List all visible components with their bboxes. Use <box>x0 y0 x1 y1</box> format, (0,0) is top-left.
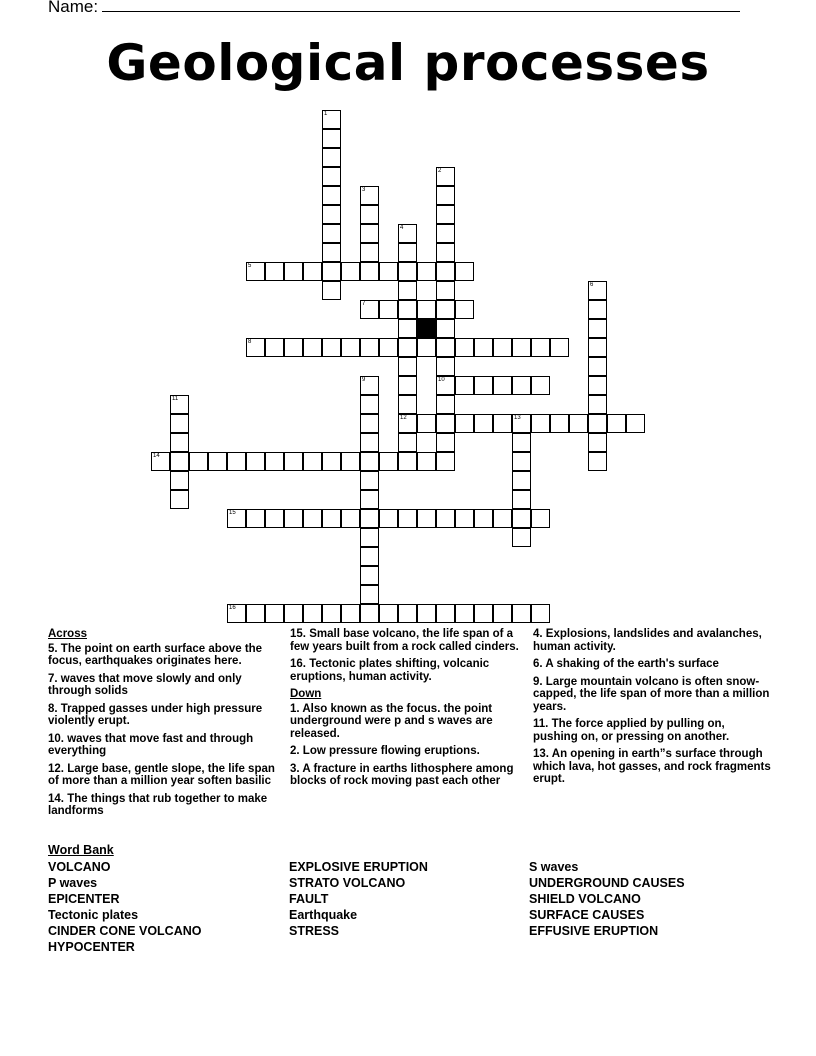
crossword-cell[interactable] <box>455 338 474 357</box>
clue-number: 10 <box>438 377 445 383</box>
word-bank-item: EPICENTER <box>48 892 120 906</box>
across-clue-16: 16. Tectonic plates shifting, volcanic eruptions, human activity. <box>290 658 490 683</box>
word-bank-column-1 <box>48 859 201 955</box>
crossword-cell[interactable] <box>360 395 379 414</box>
crossword-cell[interactable] <box>265 509 284 528</box>
crossword-cell[interactable] <box>550 414 569 433</box>
crossword-cell[interactable] <box>531 376 550 395</box>
crossword-cell[interactable] <box>322 186 341 205</box>
down-heading: Down <box>290 688 322 700</box>
crossword-cell[interactable] <box>455 262 474 281</box>
crossword-cell[interactable] <box>398 262 417 281</box>
crossword-cell[interactable] <box>436 338 455 357</box>
crossword-cell[interactable] <box>455 300 474 319</box>
crossword-cell[interactable] <box>417 604 436 623</box>
crossword-cell[interactable] <box>379 262 398 281</box>
crossword-cell[interactable] <box>303 509 322 528</box>
crossword-cell[interactable] <box>303 604 322 623</box>
down-clue-1: 1. Also known as the focus. the point underground were p and s waves are released. <box>290 702 493 740</box>
down-clue-6: 6. A shaking of the earth's surface <box>533 658 719 670</box>
crossword-cell[interactable] <box>455 376 474 395</box>
crossword-cell[interactable] <box>455 414 474 433</box>
crossword-cell[interactable] <box>322 129 341 148</box>
clue-number: 1 <box>324 111 328 117</box>
crossword-cell[interactable] <box>284 262 303 281</box>
clue-number: 3 <box>362 187 366 193</box>
crossword-cell[interactable] <box>512 433 531 452</box>
clues-column-1 <box>48 628 284 823</box>
crossword-cell[interactable] <box>303 452 322 471</box>
crossword-cell[interactable] <box>379 604 398 623</box>
crossword-cell[interactable] <box>360 338 379 357</box>
crossword-cell[interactable] <box>588 281 607 300</box>
crossword-cell[interactable] <box>531 604 550 623</box>
crossword-cell[interactable] <box>170 471 189 490</box>
crossword-cell[interactable] <box>379 338 398 357</box>
crossword-cell[interactable] <box>322 509 341 528</box>
crossword-cell[interactable] <box>398 300 417 319</box>
crossword-cell[interactable] <box>588 357 607 376</box>
crossword-cell[interactable] <box>360 452 379 471</box>
crossword-cell[interactable] <box>189 452 208 471</box>
crossword-cell[interactable] <box>170 433 189 452</box>
crossword-cell[interactable] <box>322 110 341 129</box>
crossword-cell[interactable] <box>417 414 436 433</box>
crossword-cell[interactable] <box>436 300 455 319</box>
clue-number: 13 <box>514 415 521 421</box>
crossword-cell[interactable] <box>265 338 284 357</box>
crossword-cell[interactable] <box>493 414 512 433</box>
crossword-cell[interactable] <box>531 338 550 357</box>
crossword-cell[interactable] <box>455 604 474 623</box>
crossword-cell[interactable] <box>417 338 436 357</box>
crossword-cell[interactable] <box>436 433 455 452</box>
crossword-cell[interactable] <box>531 414 550 433</box>
crossword-cell[interactable] <box>512 471 531 490</box>
crossword-cell[interactable] <box>512 338 531 357</box>
crossword-cell[interactable] <box>417 509 436 528</box>
crossword-cell[interactable] <box>436 319 455 338</box>
word-bank-item: Earthquake <box>289 908 358 922</box>
word-bank-item: HYPOCENTER <box>48 940 135 954</box>
across-clue-14: 14. The things that rub together to make landforms <box>48 792 268 817</box>
crossword-cell[interactable] <box>398 281 417 300</box>
crossword-cell[interactable] <box>360 490 379 509</box>
crossword-cell[interactable] <box>265 604 284 623</box>
crossword-cell[interactable] <box>512 376 531 395</box>
crossword-cell[interactable] <box>360 243 379 262</box>
crossword-cell[interactable] <box>569 414 588 433</box>
crossword-cell[interactable] <box>436 376 455 395</box>
word-bank-item: STRESS <box>289 924 340 938</box>
clue-number: 4 <box>400 225 404 231</box>
crossword-cell[interactable] <box>322 338 341 357</box>
crossword-cell[interactable] <box>512 414 531 433</box>
crossword-cell[interactable] <box>303 338 322 357</box>
crossword-cell[interactable] <box>436 604 455 623</box>
crossword-cell[interactable] <box>398 376 417 395</box>
crossword-cell[interactable] <box>436 509 455 528</box>
crossword-cell[interactable] <box>588 376 607 395</box>
word-bank-item: UNDERGROUND CAUSES <box>529 876 685 890</box>
crossword-cell[interactable] <box>322 148 341 167</box>
crossword-cell[interactable] <box>607 414 626 433</box>
down-clue-2: 2. Low pressure flowing eruptions. <box>290 745 480 757</box>
clue-number: 6 <box>590 282 594 288</box>
crossword-cell[interactable] <box>246 338 265 357</box>
crossword-cell[interactable] <box>474 338 493 357</box>
crossword-cell[interactable] <box>322 167 341 186</box>
crossword-cell[interactable] <box>474 414 493 433</box>
word-bank-item: S waves <box>529 860 579 874</box>
crossword-cell[interactable] <box>151 452 170 471</box>
crossword-cell[interactable] <box>531 509 550 528</box>
crossword-cell[interactable] <box>360 300 379 319</box>
word-bank-item: EXPLOSIVE ERUPTION <box>289 860 428 874</box>
crossword-cell[interactable] <box>588 395 607 414</box>
down-clue-11: 11. The force applied by pulling on, pushing on, or pressing on another. <box>533 718 730 743</box>
crossword-cell[interactable] <box>436 224 455 243</box>
crossword-cell[interactable] <box>436 357 455 376</box>
crossword-cell[interactable] <box>398 509 417 528</box>
crossword-cell[interactable] <box>398 452 417 471</box>
crossword-cell[interactable] <box>588 452 607 471</box>
word-bank-item: SHIELD VOLCANO <box>529 892 641 906</box>
crossword-cell[interactable] <box>360 186 379 205</box>
crossword-cell[interactable] <box>322 452 341 471</box>
crossword-cell[interactable] <box>379 509 398 528</box>
crossword-cell[interactable] <box>341 338 360 357</box>
down-clue-9: 9. Large mountain volcano is often snow-capped, the life span of more than a million years. <box>533 675 770 713</box>
crossword-cell[interactable] <box>227 604 246 623</box>
down-clue-3: 3. A fracture in earths lithosphere among blocks of rock moving past each other <box>290 762 514 787</box>
black-cell <box>417 319 436 338</box>
crossword-cell[interactable] <box>360 414 379 433</box>
crossword-cell[interactable] <box>322 243 341 262</box>
word-bank-item: VOLCANO <box>48 860 111 874</box>
clues-column-3 <box>533 628 771 791</box>
crossword-cell[interactable] <box>341 509 360 528</box>
crossword-cell[interactable] <box>322 262 341 281</box>
crossword-cell[interactable] <box>417 262 436 281</box>
crossword-cell[interactable] <box>436 452 455 471</box>
crossword-cell[interactable] <box>398 243 417 262</box>
crossword-cell[interactable] <box>246 509 265 528</box>
crossword-cell[interactable] <box>588 300 607 319</box>
crossword-cell[interactable] <box>550 338 569 357</box>
crossword-cell[interactable] <box>246 262 265 281</box>
crossword-cell[interactable] <box>626 414 645 433</box>
crossword-cell[interactable] <box>398 433 417 452</box>
crossword-cell[interactable] <box>246 604 265 623</box>
crossword-cell[interactable] <box>360 376 379 395</box>
clues-column-2 <box>290 628 520 793</box>
crossword-cell[interactable] <box>512 509 531 528</box>
crossword-cell[interactable] <box>284 604 303 623</box>
page-title: Geological processes <box>106 34 710 92</box>
crossword-cell[interactable] <box>322 604 341 623</box>
name-label: Name: <box>48 0 99 16</box>
crossword-cell[interactable] <box>284 452 303 471</box>
word-bank-item: CINDER CONE VOLCANO <box>48 924 202 938</box>
crossword-cell[interactable] <box>227 452 246 471</box>
crossword-cell[interactable] <box>417 452 436 471</box>
down-clue-13: 13. An opening in earth”s surface through which lava, hot gasses, and rock fragments erupt. <box>533 748 771 785</box>
crossword-cell[interactable] <box>493 509 512 528</box>
crossword-cell[interactable] <box>512 452 531 471</box>
crossword-cell[interactable] <box>398 395 417 414</box>
crossword-cell[interactable] <box>360 262 379 281</box>
crossword-cell[interactable] <box>398 357 417 376</box>
word-bank-item: FAULT <box>289 892 329 906</box>
clue-number: 5 <box>248 263 252 269</box>
crossword-cell[interactable] <box>417 300 436 319</box>
word-bank-item: STRATO VOLCANO <box>289 876 406 890</box>
word-bank-heading: Word Bank <box>48 843 114 857</box>
crossword-cell[interactable] <box>322 205 341 224</box>
crossword-cell[interactable] <box>265 452 284 471</box>
crossword-cell[interactable] <box>398 604 417 623</box>
crossword-cell[interactable] <box>284 338 303 357</box>
down-clue-4: 4. Explosions, landslides and avalanches, human activity. <box>533 628 762 653</box>
crossword-cell[interactable] <box>284 509 303 528</box>
clue-number: 7 <box>362 301 366 307</box>
across-heading: Across <box>48 628 87 640</box>
across-clue-7: 7. waves that move slowly and only through solids <box>48 672 242 697</box>
crossword-cell[interactable] <box>436 281 455 300</box>
crossword-cell[interactable] <box>512 490 531 509</box>
word-bank-column-3 <box>529 859 685 939</box>
crossword-cell[interactable] <box>360 205 379 224</box>
across-clue-5: 5. The point on earth surface above the focus, earthquakes originates here. <box>48 642 263 667</box>
across-clue-10: 10. waves that move fast and through everything <box>48 732 254 757</box>
crossword-cell[interactable] <box>360 224 379 243</box>
crossword-cell[interactable] <box>436 167 455 186</box>
crossword-cell[interactable] <box>170 490 189 509</box>
across-clue-8: 8. Trapped gasses under high pressure violently erupt. <box>48 702 263 727</box>
crossword-cell[interactable] <box>588 319 607 338</box>
clue-number: 12 <box>400 415 407 421</box>
crossword-cell[interactable] <box>208 452 227 471</box>
crossword-cell[interactable] <box>588 414 607 433</box>
crossword-cell[interactable] <box>493 376 512 395</box>
crossword-cell[interactable] <box>170 414 189 433</box>
crossword-cell[interactable] <box>474 509 493 528</box>
clue-number: 9 <box>362 377 366 383</box>
word-bank-item: Tectonic plates <box>48 908 139 922</box>
clue-number: 14 <box>153 453 160 459</box>
word-bank-column-2 <box>289 859 428 939</box>
crossword-cell[interactable] <box>360 509 379 528</box>
crossword-cell[interactable] <box>170 395 189 414</box>
crossword-cell[interactable] <box>455 509 474 528</box>
crossword-cell[interactable] <box>588 433 607 452</box>
crossword-cell[interactable] <box>360 433 379 452</box>
clue-number: 16 <box>229 605 236 611</box>
word-bank-item: EFFUSIVE ERUPTION <box>529 924 659 938</box>
word-bank-item: SURFACE CAUSES <box>529 908 645 922</box>
crossword-cell[interactable] <box>398 224 417 243</box>
crossword-cell[interactable] <box>360 585 379 604</box>
crossword-cell[interactable] <box>436 243 455 262</box>
crossword-cell[interactable] <box>436 262 455 281</box>
crossword-cell[interactable] <box>341 604 360 623</box>
crossword-cell[interactable] <box>360 471 379 490</box>
crossword-cell[interactable] <box>246 452 265 471</box>
crossword-cell[interactable] <box>436 395 455 414</box>
crossword-cell[interactable] <box>398 414 417 433</box>
crossword-cell[interactable] <box>512 604 531 623</box>
crossword-cell[interactable] <box>303 262 322 281</box>
crossword-cell[interactable] <box>436 414 455 433</box>
crossword-cell[interactable] <box>588 338 607 357</box>
across-clue-12: 12. Large base, gentle slope, the life span of more than a million year soften basilic <box>48 762 275 787</box>
crossword-cell[interactable] <box>493 338 512 357</box>
crossword-cell[interactable] <box>360 528 379 547</box>
crossword-cell[interactable] <box>170 452 189 471</box>
clue-number: 15 <box>229 510 236 516</box>
crossword-cell[interactable] <box>493 604 512 623</box>
clue-number: 2 <box>438 168 442 174</box>
crossword-cell[interactable] <box>379 300 398 319</box>
crossword-cell[interactable] <box>360 547 379 566</box>
crossword-cell[interactable] <box>265 262 284 281</box>
crossword-cell[interactable] <box>398 338 417 357</box>
crossword-cell[interactable] <box>436 205 455 224</box>
crossword-cell[interactable] <box>322 224 341 243</box>
crossword-cell[interactable] <box>474 604 493 623</box>
crossword-cell[interactable] <box>474 376 493 395</box>
clue-number: 11 <box>172 396 179 402</box>
across-clue-15: 15. Small base volcano, the life span of a few years built from a rock called cinders. <box>290 628 519 653</box>
crossword-cell[interactable] <box>360 566 379 585</box>
crossword-cell[interactable] <box>512 528 531 547</box>
crossword-cell[interactable] <box>436 186 455 205</box>
crossword-cell[interactable] <box>379 452 398 471</box>
crossword-cell[interactable] <box>341 262 360 281</box>
crossword-cell[interactable] <box>322 281 341 300</box>
crossword-cell[interactable] <box>360 604 379 623</box>
crossword-cell[interactable] <box>227 509 246 528</box>
clue-number: 8 <box>248 339 252 345</box>
crossword-cell[interactable] <box>398 319 417 338</box>
word-bank-item: P waves <box>48 876 98 890</box>
crossword-cell[interactable] <box>341 452 360 471</box>
